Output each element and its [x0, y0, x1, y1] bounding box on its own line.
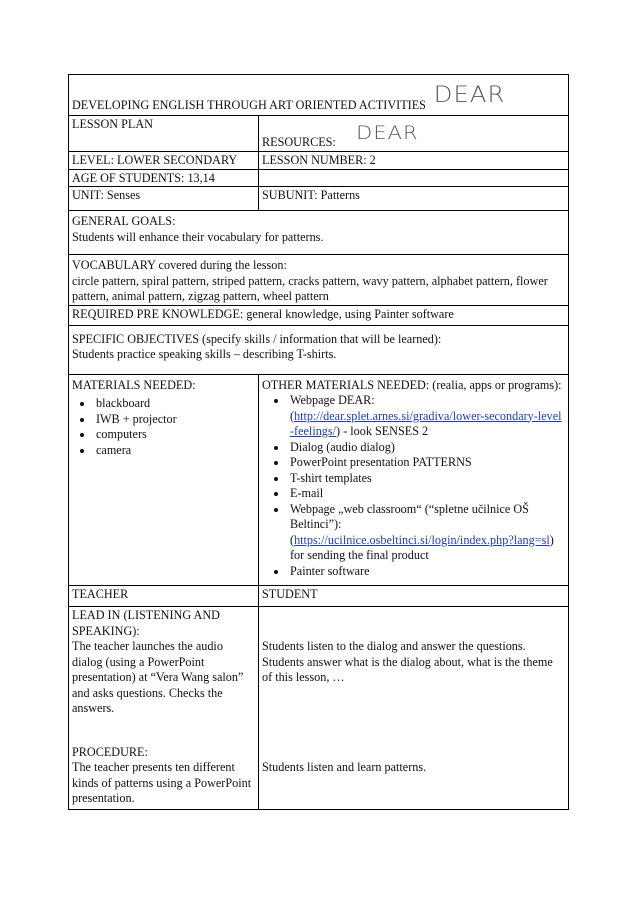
list-item: • computers — [94, 427, 255, 443]
lesson-number-text: LESSON NUMBER: 2 — [262, 153, 376, 167]
student-activities-cell — [259, 607, 569, 810]
webpage-dear-tail: ) - look SENSES 2 — [336, 424, 429, 438]
age-cell — [69, 169, 259, 187]
list-item: • Painter software — [288, 564, 564, 580]
dear-website-link[interactable]: http://dear.splet.arnes.si/gradiva/lower-secondary-level-feelings/ — [290, 408, 562, 438]
lesson-plan-cell — [69, 116, 259, 152]
age-empty-cell — [259, 169, 569, 187]
prior-knowledge-text: REQUIRED PRE KNOWLEDGE: general knowledge, using Painter software — [72, 306, 454, 321]
lesson-plan-table — [68, 74, 569, 810]
webpage-dear-item — [288, 393, 564, 440]
resources-label: RESOURCES: — [262, 134, 336, 149]
lead-in-teacher-text: The teacher launches the audio dialog (using a PowerPoint presentation) at “Vera Wang salon” and asks questions. Checks the answers. — [72, 639, 244, 715]
general-goals-label: GENERAL GOALS: — [72, 214, 176, 228]
other-materials-cell — [259, 374, 569, 586]
age-text: AGE OF STUDENTS: 13,14 — [72, 170, 215, 185]
student-column-label: STUDENT — [262, 587, 318, 601]
teacher-column-label: TEACHER — [72, 587, 129, 601]
list-item: • blackboard — [94, 396, 255, 412]
vocabulary-label: VOCABULARY covered during the lesson: — [72, 258, 287, 272]
other-materials-list — [262, 393, 564, 579]
lead-in-student-text: Students listen to the dialog and answer the questions. Students answer what is the dialog about, what is the theme of this lesson, … — [262, 639, 553, 684]
prior-knowledge-cell — [69, 305, 569, 325]
level-text: LEVEL: LOWER SECONDARY — [72, 153, 238, 167]
web-classroom-tail: ) for sending the final product — [290, 532, 554, 562]
web-classroom-item — [288, 502, 564, 564]
procedure-teacher-text: The teacher presents ten different kinds of patterns using a PowerPoint presentation. — [72, 760, 252, 805]
teacher-header-cell — [69, 586, 259, 607]
resources-cell — [259, 116, 569, 152]
header-cell — [69, 75, 569, 116]
procedure-label: PROCEDURE: — [72, 744, 148, 759]
subunit-cell — [259, 187, 569, 211]
web-classroom-link[interactable]: https://ucilnice.osbeltinci.si/login/index.php?lang=sl — [294, 532, 550, 547]
materials-cell — [69, 374, 259, 586]
general-goals-cell — [69, 211, 569, 255]
list-item: • IWB + projector — [94, 412, 255, 428]
list-item: • T-shirt templates — [288, 471, 564, 487]
materials-label: MATERIALS NEEDED: — [72, 377, 196, 392]
lesson-plan-label: LESSON PLAN — [72, 117, 153, 131]
student-header-cell — [259, 586, 569, 607]
general-goals-text: Students will enhance their vocabulary for patterns. — [72, 229, 324, 244]
webpage-dear-open: ( — [290, 408, 295, 423]
subunit-text: SUBUNIT: Patterns — [262, 188, 360, 202]
objectives-text: Students practice speaking skills – describing T-shirts. — [72, 347, 337, 361]
vocabulary-text: circle pattern, spiral pattern, striped pattern, cracks pattern, wavy pattern, alphabet pattern, flower pattern, animal pattern, zigzag pattern, wheel pattern — [72, 273, 548, 303]
dear-logo: DEAR — [433, 83, 506, 108]
webpage-dear-label: Webpage DEAR: — [290, 393, 375, 407]
resources-dear-logo: DEAR — [356, 122, 419, 144]
lead-in-label: LEAD IN (LISTENING AND SPEAKING): — [72, 608, 220, 638]
list-item: • Dialog (audio dialog) — [288, 440, 564, 456]
web-classroom-label: Webpage „web classroom“ (“spletne učilnice OŠ Beltinci”): — [290, 501, 529, 531]
unit-text: UNIT: Senses — [72, 188, 141, 202]
procedure-student-text: Students listen and learn patterns. — [262, 759, 427, 774]
list-item: • PowerPoint presentation PATTERNS — [288, 455, 564, 471]
other-materials-label: OTHER MATERIALS NEEDED: (realia, apps or programs): — [262, 377, 562, 392]
vocabulary-cell — [69, 255, 569, 306]
list-item: • camera — [94, 443, 255, 459]
unit-cell — [69, 187, 259, 211]
list-item: • E-mail — [288, 486, 564, 502]
lesson-number-cell — [259, 152, 569, 170]
objectives-label: SPECIFIC OBJECTIVES (specify skills / information that will be learned): — [72, 331, 442, 346]
objectives-cell — [69, 325, 569, 374]
web-classroom-open: ( — [290, 532, 295, 547]
teacher-activities-cell — [69, 607, 259, 810]
materials-list — [72, 396, 255, 458]
level-cell — [69, 152, 259, 170]
document-title: DEVELOPING ENGLISH THROUGH ART ORIENTED ACTIVITIES — [72, 97, 426, 112]
